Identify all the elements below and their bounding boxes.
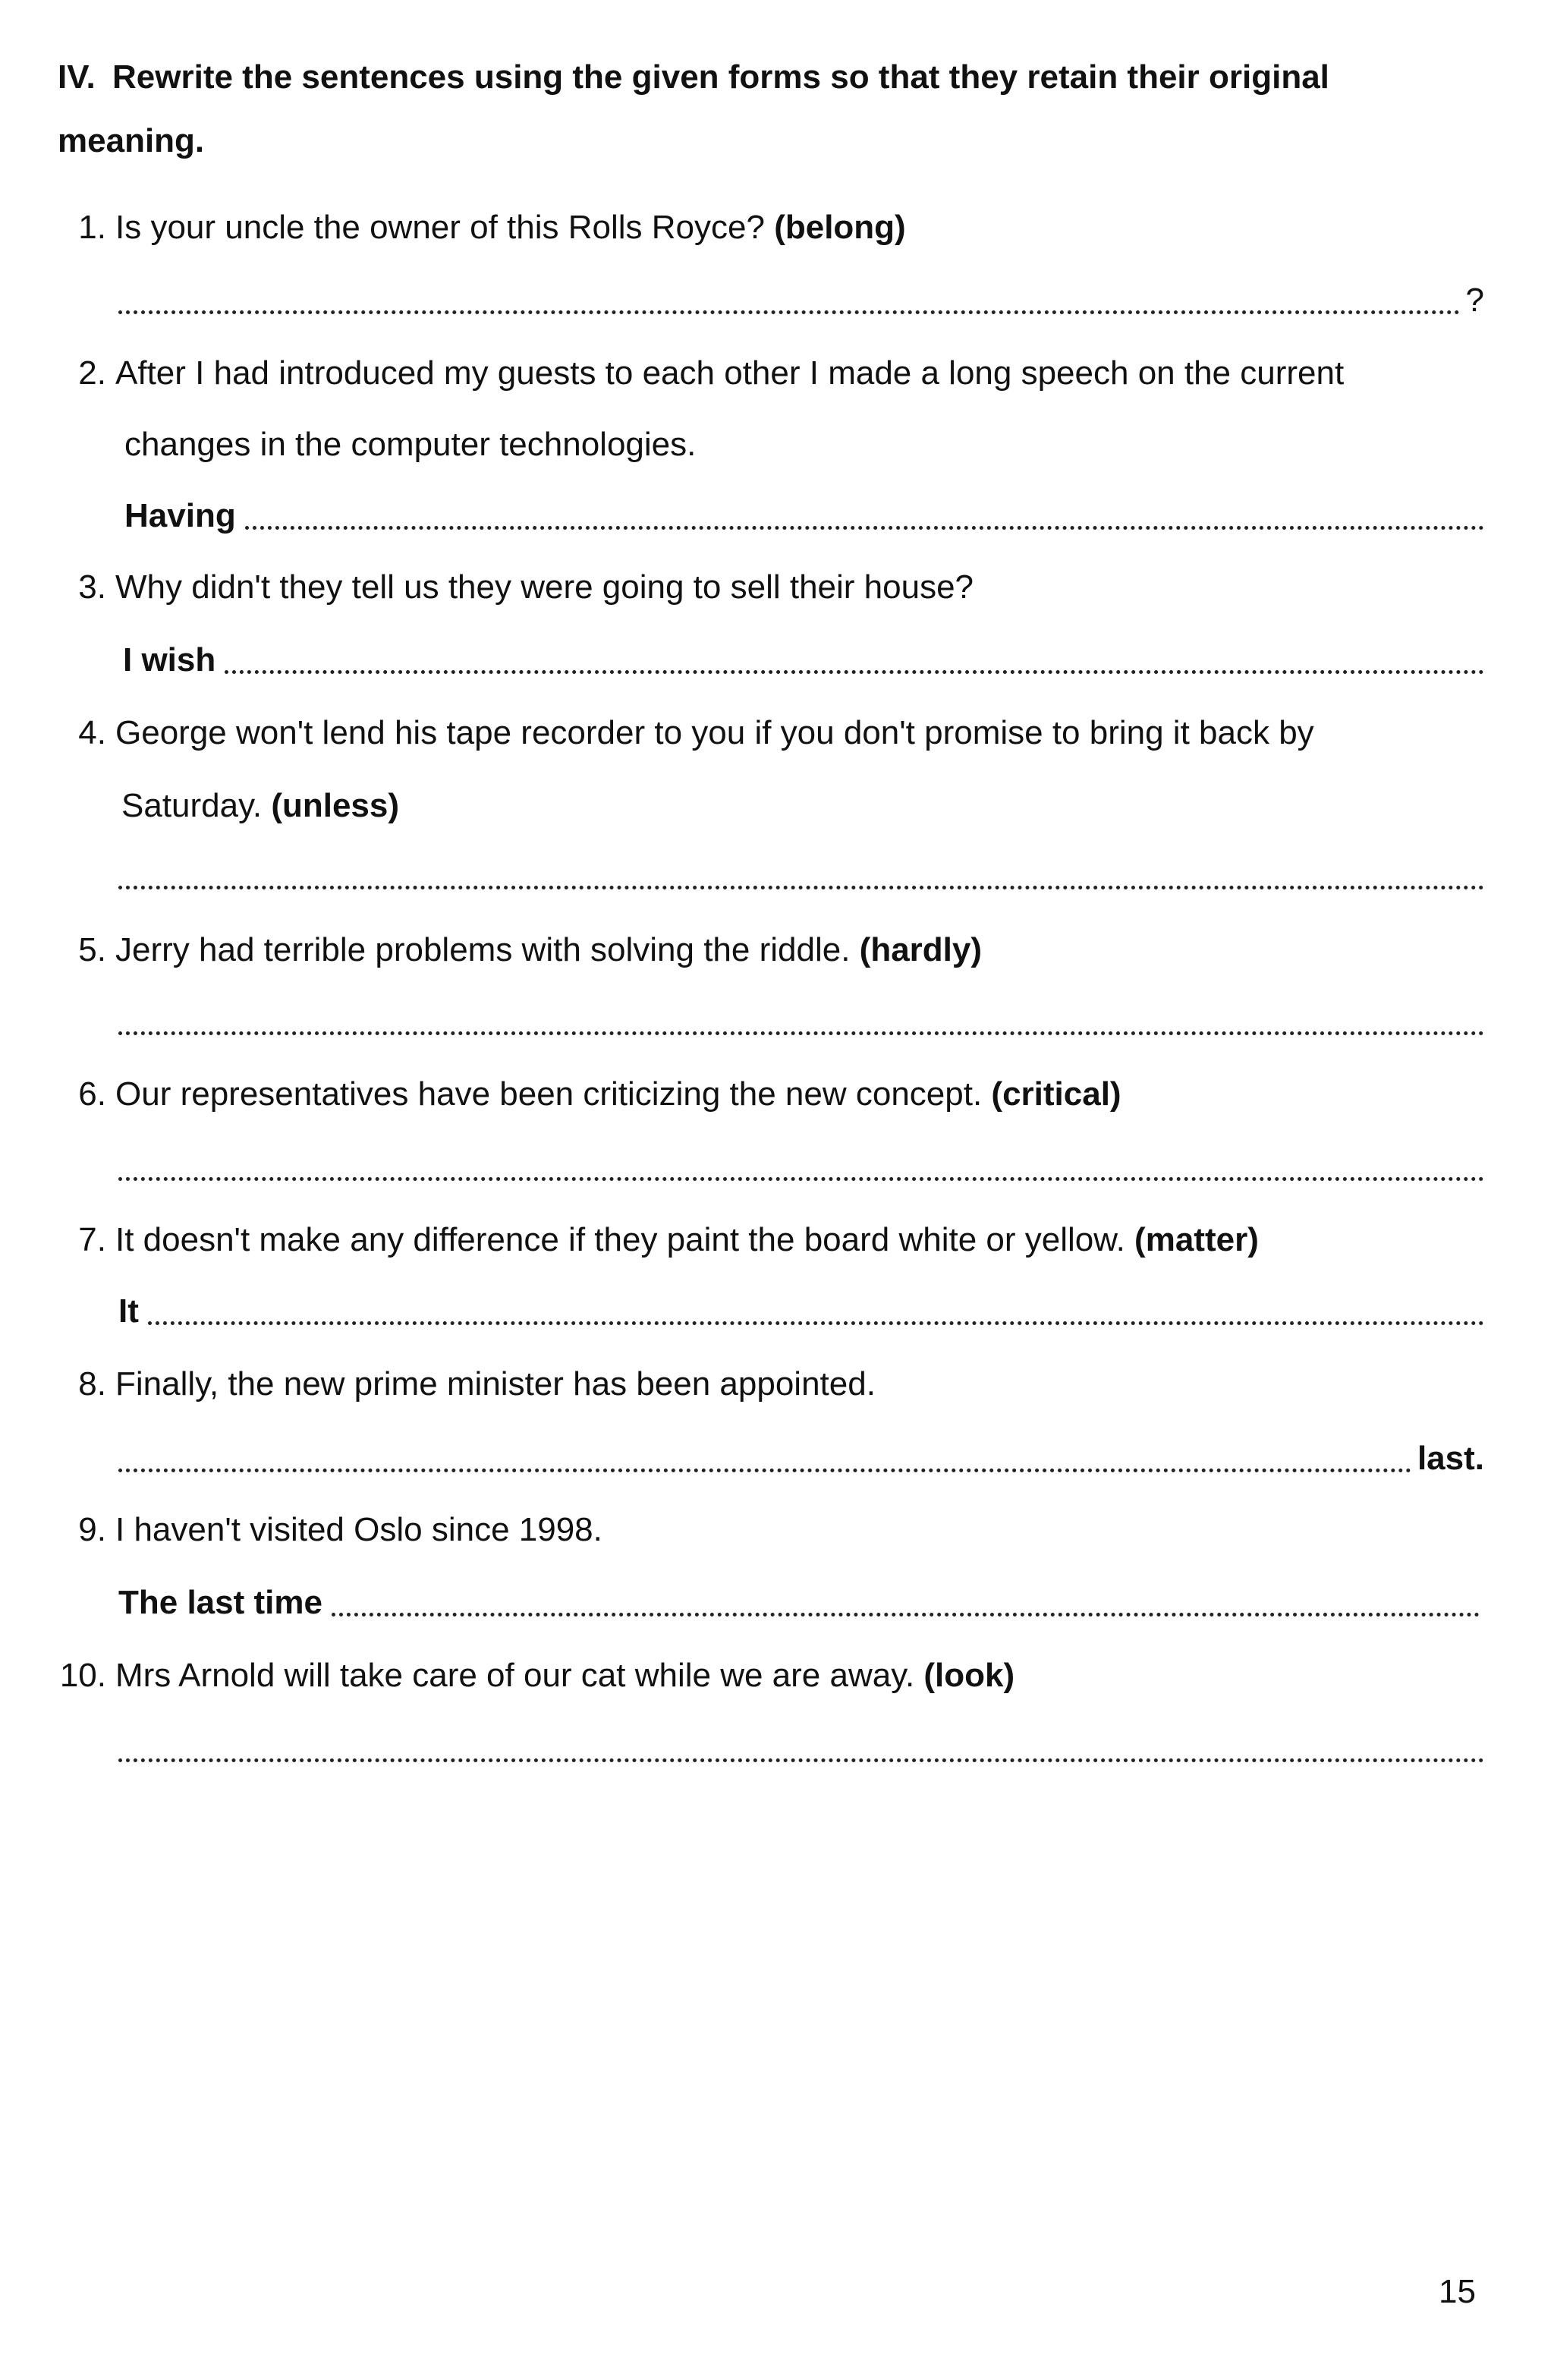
exercise-heading: [58, 46, 1469, 173]
question-text: After I had introduced my guests to each other I made a long speech on the current: [115, 354, 1345, 392]
answer-dots: [118, 1001, 1484, 1035]
question-number: 5.: [78, 931, 106, 968]
answer-dots: [245, 496, 1484, 530]
answer-line-2[interactable]: [124, 495, 1484, 537]
exercise-number: IV.: [58, 58, 96, 96]
page-number: 15: [1439, 2273, 1476, 2310]
question-text: Saturday.: [121, 787, 263, 824]
question-number: 9.: [78, 1511, 106, 1548]
answer-lead: The last time: [118, 1584, 322, 1621]
question-text: Mrs Arnold will take care of our cat while we are away.: [115, 1657, 915, 1694]
answer-dots: [118, 1438, 1411, 1472]
answer-dots: [148, 1291, 1484, 1325]
answer-dots: [118, 1147, 1484, 1181]
question-keyword: (unless): [271, 787, 400, 824]
answer-dots: [225, 640, 1484, 674]
question-text: It doesn't make any difference if they paint the board white or yellow.: [115, 1221, 1125, 1258]
answer-line-9[interactable]: [118, 1582, 1480, 1624]
question-text: Finally, the new prime minister has been appointed.: [115, 1365, 876, 1402]
answer-dots: [118, 280, 1460, 314]
answer-line-5[interactable]: [118, 1000, 1484, 1043]
question-text: Our representatives have been criticizing the new concept.: [115, 1075, 983, 1113]
answer-tail: last.: [1417, 1440, 1484, 1477]
answer-line-8[interactable]: [118, 1437, 1484, 1480]
question-number: 6.: [78, 1075, 106, 1113]
answer-lead: I wish: [123, 641, 216, 678]
answer-tail: ?: [1465, 282, 1484, 319]
question-number: 3.: [78, 568, 106, 606]
answer-line-1[interactable]: [118, 279, 1484, 322]
answer-line-4[interactable]: [118, 855, 1484, 897]
answer-dots: [332, 1582, 1480, 1617]
question-number: 2.: [78, 354, 106, 392]
answer-dots: [118, 855, 1484, 889]
answer-line-6[interactable]: [118, 1146, 1484, 1188]
question-text: Jerry had terrible problems with solving the riddle.: [115, 931, 851, 968]
question-4-continued: [121, 785, 399, 827]
question-text: George won't lend his tape recorder to you if you don't promise to bring it back by: [115, 714, 1314, 751]
question-keyword: (belong): [774, 209, 906, 246]
question-text: I haven't visited Oslo since 1998.: [115, 1511, 602, 1548]
answer-lead: It: [118, 1292, 139, 1330]
answer-line-3[interactable]: [123, 639, 1484, 682]
question-text: Why didn't they tell us they were going to sell their house?: [115, 568, 974, 606]
answer-lead: Having: [124, 497, 236, 534]
question-number: 4.: [78, 714, 106, 751]
answer-line-7[interactable]: [118, 1290, 1484, 1333]
question-number: 1.: [78, 209, 106, 246]
answer-dots: [118, 1728, 1484, 1762]
question-text: Is your uncle the owner of this Rolls Royce?: [115, 209, 765, 246]
question-2-continued: [124, 423, 696, 466]
question-keyword: (matter): [1134, 1221, 1259, 1258]
answer-line-10[interactable]: [118, 1727, 1484, 1770]
question-keyword: (hardly): [859, 931, 983, 968]
question-keyword: (critical): [991, 1075, 1121, 1113]
question-text: changes in the computer technologies.: [124, 426, 697, 463]
question-number: 10.: [59, 1657, 106, 1694]
exercise-instructions: Rewrite the sentences using the given forms so that they retain their original meaning.: [58, 58, 1329, 159]
question-number: 7.: [78, 1221, 106, 1258]
question-number: 8.: [78, 1365, 106, 1402]
question-keyword: (look): [923, 1657, 1015, 1694]
